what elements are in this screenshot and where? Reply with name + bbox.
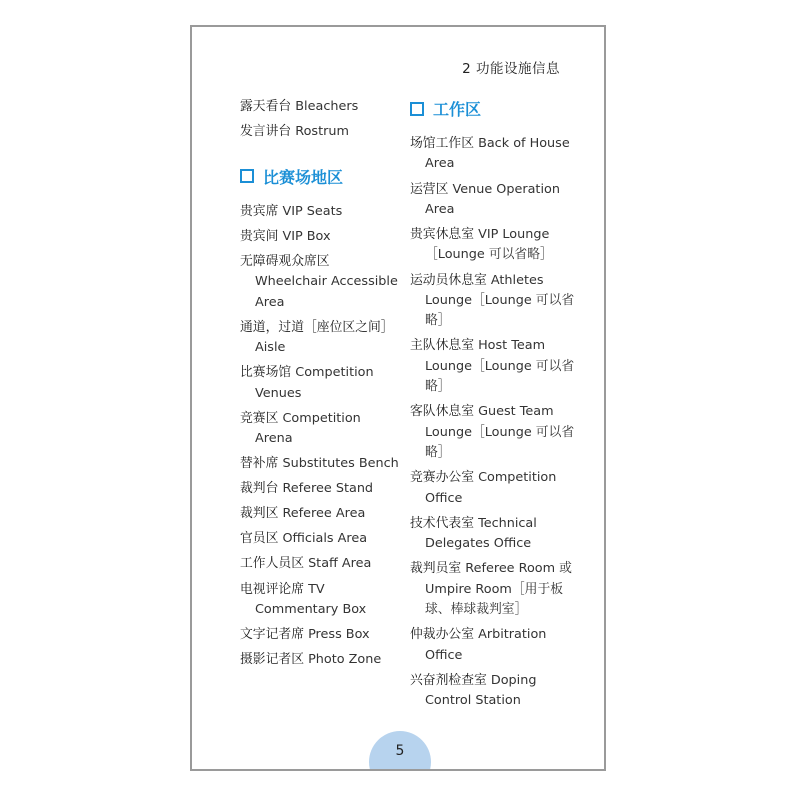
term-zh: 通道，过道［座位区之间］ bbox=[240, 319, 394, 335]
term-en: Referee Stand bbox=[282, 481, 374, 497]
term-entry bbox=[410, 559, 585, 620]
term-entry bbox=[410, 671, 585, 712]
term-entry bbox=[240, 580, 400, 621]
square-bullet-icon bbox=[410, 102, 424, 116]
term-en: Referee Room 或 Umpire Room［用于板球、棒球裁判室］ bbox=[425, 561, 572, 618]
term-en: Photo Zone bbox=[308, 652, 382, 668]
term-zh: 发言讲台 bbox=[240, 124, 292, 140]
term-entry bbox=[410, 271, 585, 332]
term-entry bbox=[240, 529, 400, 549]
term-en: VIP Lounge［Lounge 可以省略］ bbox=[425, 227, 553, 263]
term-zh: 比赛场馆 bbox=[240, 365, 292, 381]
term-en: Doping Control Station bbox=[425, 672, 537, 709]
term-entry bbox=[410, 625, 585, 666]
page-number: 5 bbox=[395, 743, 405, 759]
right-column bbox=[410, 97, 585, 716]
term-en: Competition Office bbox=[425, 470, 557, 506]
term-zh: 裁判员室 bbox=[410, 561, 462, 577]
term-en: Referee Area bbox=[282, 506, 366, 522]
term-zh: 摄影记者区 bbox=[240, 652, 304, 668]
term-en: Guest Team Lounge［Lounge 可以省略］ bbox=[425, 404, 575, 461]
section-heading bbox=[240, 165, 400, 188]
term-entry bbox=[410, 134, 585, 175]
term-en: Competition Venues bbox=[255, 365, 374, 401]
term-zh: 替补席 bbox=[240, 456, 279, 472]
term-en: Officials Area bbox=[282, 531, 368, 547]
term-zh: 贵宾席 bbox=[240, 203, 279, 219]
term-zh: 无障碍观众席区 bbox=[240, 253, 330, 269]
term-entry bbox=[240, 650, 400, 670]
term-entry bbox=[240, 504, 400, 524]
term-en: Venue Operation Area bbox=[425, 181, 560, 217]
term-zh: 竞赛办公室 bbox=[410, 470, 474, 486]
section-title: 比赛场地区 bbox=[263, 167, 344, 187]
term-en: Bleachers bbox=[295, 99, 359, 114]
section-heading bbox=[410, 97, 585, 120]
term-zh: 官员区 bbox=[240, 531, 279, 547]
term-en: Athletes Lounge［Lounge 可以省略］ bbox=[425, 272, 575, 329]
term-zh: 贵宾休息室 bbox=[410, 227, 474, 242]
term-zh: 兴奋剂检查室 bbox=[410, 672, 487, 688]
term-en: Back of House Area bbox=[425, 136, 570, 172]
term-entry bbox=[410, 180, 585, 221]
term-zh: 裁判区 bbox=[240, 506, 279, 522]
term-entry bbox=[410, 402, 585, 463]
left-column bbox=[240, 97, 400, 675]
term-zh: 客队休息室 bbox=[410, 404, 474, 420]
term-entry bbox=[240, 97, 400, 117]
term-entry bbox=[410, 336, 585, 397]
term-en: TV Commentary Box bbox=[255, 581, 367, 617]
term-en: Arbitration Office bbox=[425, 627, 547, 663]
term-zh: 文字记者席 bbox=[240, 627, 304, 643]
term-entry bbox=[240, 409, 400, 450]
term-entry bbox=[410, 225, 585, 266]
term-entry bbox=[240, 363, 400, 404]
term-entry bbox=[240, 318, 400, 359]
term-entry bbox=[240, 479, 400, 499]
page-number-badge bbox=[369, 731, 431, 771]
term-zh: 电视评论席 bbox=[240, 581, 304, 597]
term-en: Aisle bbox=[255, 340, 286, 355]
square-bullet-icon bbox=[240, 169, 254, 183]
term-entry bbox=[240, 227, 400, 247]
term-zh: 工作人员区 bbox=[240, 556, 304, 572]
term-en: Staff Area bbox=[308, 556, 372, 572]
term-entry bbox=[240, 252, 400, 313]
term-en: Competition Arena bbox=[255, 410, 361, 446]
term-entry bbox=[240, 554, 400, 574]
term-zh: 贵宾间 bbox=[240, 228, 279, 244]
term-zh: 场馆工作区 bbox=[410, 136, 474, 151]
term-zh: 竞赛区 bbox=[240, 410, 279, 426]
term-en: VIP Box bbox=[282, 228, 331, 244]
book-page bbox=[190, 25, 606, 771]
term-zh: 裁判台 bbox=[240, 481, 279, 497]
term-zh: 仲裁办公室 bbox=[410, 627, 474, 643]
term-en: Host Team Lounge［Lounge 可以省略］ bbox=[425, 338, 575, 395]
section-title: 工作区 bbox=[433, 100, 482, 119]
term-entry bbox=[240, 202, 400, 222]
term-en: VIP Seats bbox=[282, 203, 343, 219]
term-entry bbox=[240, 122, 400, 142]
term-zh: 主队休息室 bbox=[410, 338, 474, 354]
term-entry bbox=[410, 514, 585, 555]
running-head: 2 功能设施信息 bbox=[462, 61, 560, 77]
term-zh: 运营区 bbox=[410, 181, 449, 197]
term-entry bbox=[240, 454, 400, 474]
term-zh: 露天看台 bbox=[240, 99, 292, 114]
term-zh: 运动员休息室 bbox=[410, 272, 487, 288]
term-en: Wheelchair Accessible Area bbox=[255, 274, 398, 310]
term-en: Substitutes Bench bbox=[282, 456, 399, 472]
term-entry bbox=[410, 468, 585, 509]
term-entry bbox=[240, 625, 400, 645]
term-en: Technical Delegates Office bbox=[425, 515, 537, 552]
term-en: Press Box bbox=[308, 627, 370, 643]
term-en: Rostrum bbox=[295, 124, 349, 140]
term-zh: 技术代表室 bbox=[410, 515, 474, 531]
